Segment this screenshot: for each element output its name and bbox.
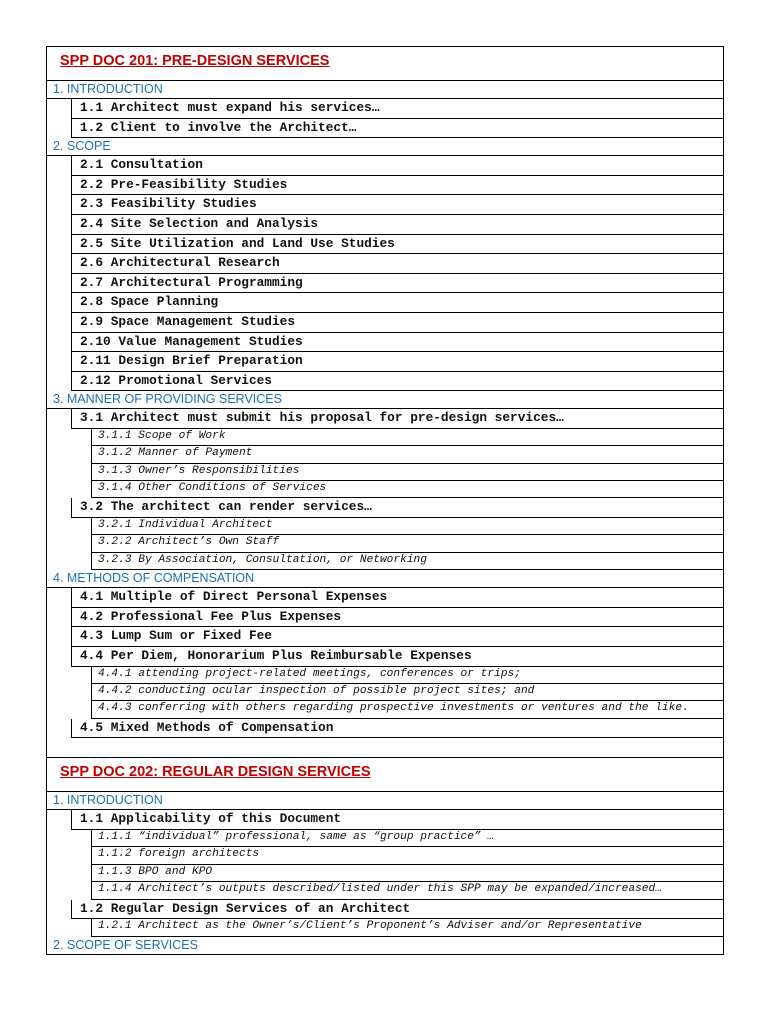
outline-item-text: 2.5 Site Utilization and Land Use Studies (80, 235, 395, 251)
outline-subitem-text: 3.1.3 Owner’s Responsibilities (98, 464, 300, 477)
outline-subitem (91, 481, 723, 498)
outline-item (71, 333, 723, 353)
outline-item-text: 2.12 Promotional Services (80, 372, 272, 388)
section-heading-text: 2. SCOPE OF SERVICES (53, 937, 198, 952)
section-heading-text: 1. INTRODUCTION (53, 82, 163, 96)
outline-subitem-text: 3.1.2 Manner of Payment (98, 447, 253, 460)
document-title-text: SPP DOC 202: REGULAR DESIGN SERVICES (60, 764, 371, 781)
document-title (47, 47, 723, 81)
outline-item (71, 293, 723, 313)
section-heading (47, 81, 723, 99)
outline-subitem (91, 429, 723, 446)
outline-subitem-text: 3.1.4 Other Conditions of Services (98, 482, 327, 495)
outline-item-text: 2.6 Architectural Research (80, 255, 280, 271)
section-heading (47, 138, 723, 156)
outline-subitem-text: 3.1.1 Scope of Work (98, 429, 226, 442)
outline-subitem (91, 865, 723, 882)
outline-item-text: 1.1 Applicability of this Document (80, 811, 342, 827)
outline-item (71, 274, 723, 294)
outline-subitem-text: 1.1.3 BPO and KPO (98, 865, 213, 878)
outline-subitem-text: 3.2.1 Individual Architect (98, 519, 273, 532)
outline-subitem-text: 4.4.3 conferring with others regarding prospective investments or ventures and the like. (98, 702, 689, 715)
outline-subitem (91, 684, 723, 701)
section-heading-text: 3. MANNER OF PROVIDING SERVICES (53, 392, 282, 407)
outline-item (71, 156, 723, 176)
outline-item-text: 2.2 Pre-Feasibility Studies (80, 176, 288, 192)
outline-item-text: 2.11 Design Brief Preparation (80, 353, 303, 369)
outline-item (71, 215, 723, 235)
section-heading-text: 2. SCOPE (53, 139, 111, 154)
outline-item (71, 254, 723, 274)
outline-item-text: 1.2 Client to involve the Architect… (80, 119, 357, 135)
outline-item-text: 4.1 Multiple of Direct Personal Expenses (80, 589, 388, 605)
section-heading (47, 391, 723, 409)
blank-row (47, 738, 723, 758)
outline-item (71, 900, 723, 920)
outline-item (71, 119, 723, 139)
outline-item-text: 4.3 Lump Sum or Fixed Fee (80, 628, 272, 644)
outline-subitem (91, 535, 723, 552)
outline-subitem-text: 1.2.1 Architect as the Owner’s/Client’s Proponent’s Adviser and/or Representative (98, 920, 642, 933)
outline-subitem-text: 3.2.3 By Association, Consultation, or Networking (98, 553, 427, 566)
outline-item-text: 2.3 Feasibility Studies (80, 196, 257, 212)
outline-subitem-text: 1.1.4 Architect’s outputs described/listed under this SPP may be expanded/increased… (98, 883, 662, 896)
outline-item-text: 4.5 Mixed Methods of Compensation (80, 719, 334, 735)
outline-item-text: 2.10 Value Management Studies (80, 333, 303, 349)
outline-subitem-text: 1.1.1 “individual” professional, same as “group practice” … (98, 830, 495, 843)
outline-item (71, 810, 723, 830)
document-title (47, 758, 723, 792)
outline-item-text: 2.7 Architectural Programming (80, 274, 303, 290)
section-heading (47, 937, 723, 955)
outline-item-text: 2.8 Space Planning (80, 294, 219, 310)
outline-item (71, 498, 723, 518)
section-heading (47, 792, 723, 810)
outline-subitem (91, 919, 723, 936)
outline-item (71, 176, 723, 196)
outline-item-text: 2.1 Consultation (80, 157, 203, 173)
document-title-text: SPP DOC 201: PRE-DESIGN SERVICES (60, 53, 330, 69)
outline-subitem (91, 830, 723, 847)
outline-item (71, 627, 723, 647)
outline-subitem-text: 1.1.2 foreign architects (98, 848, 260, 861)
outline-subitem (91, 553, 723, 570)
outline-subitem (91, 847, 723, 864)
outline-item (71, 195, 723, 215)
outline-subitem-text: 4.4.2 conducting ocular inspection of possible project sites; and (98, 685, 535, 697)
section-heading (47, 570, 723, 588)
outline-item-text: 4.2 Professional Fee Plus Expenses (80, 608, 342, 624)
outline-subitem (91, 701, 723, 718)
outline-item (71, 588, 723, 608)
section-heading-text: 1. INTRODUCTION (53, 793, 163, 808)
outline-subitem (91, 446, 723, 463)
section-heading-text: 4. METHODS OF COMPENSATION (53, 571, 255, 586)
outline-item-text: 2.9 Space Management Studies (80, 313, 296, 329)
outline-item-text: 2.4 Site Selection and Analysis (80, 215, 319, 231)
outline-item (71, 719, 723, 739)
outline-item (71, 235, 723, 255)
outline-item (71, 352, 723, 372)
outline-subitem-text: 3.2.2 Architect’s Own Staff (98, 536, 280, 549)
outline-subitem-text: 4.4.1 attending project-related meetings, conferences or trips; (98, 667, 521, 680)
outline-item (71, 313, 723, 333)
outline-item-text: 3.1 Architect must submit his proposal for pre-design services… (80, 410, 564, 426)
outline-subitem (91, 882, 723, 899)
outline-item (71, 647, 723, 667)
outline-item (71, 99, 723, 119)
outline-item (71, 372, 723, 392)
outline-subitem (91, 518, 723, 535)
outline-subitem (91, 667, 723, 684)
outline-item-text: 4.4 Per Diem, Honorarium Plus Reimbursable Expenses (80, 648, 472, 664)
outline-item-text: 3.2 The architect can render services… (80, 499, 372, 515)
outline-item (71, 608, 723, 628)
outline-item (71, 409, 723, 429)
outline-item-text: 1.2 Regular Design Services of an Architect (80, 900, 411, 916)
document-outline-table (46, 46, 724, 955)
outline-item-text: 1.1 Architect must expand his services… (80, 100, 380, 115)
outline-subitem (91, 464, 723, 481)
